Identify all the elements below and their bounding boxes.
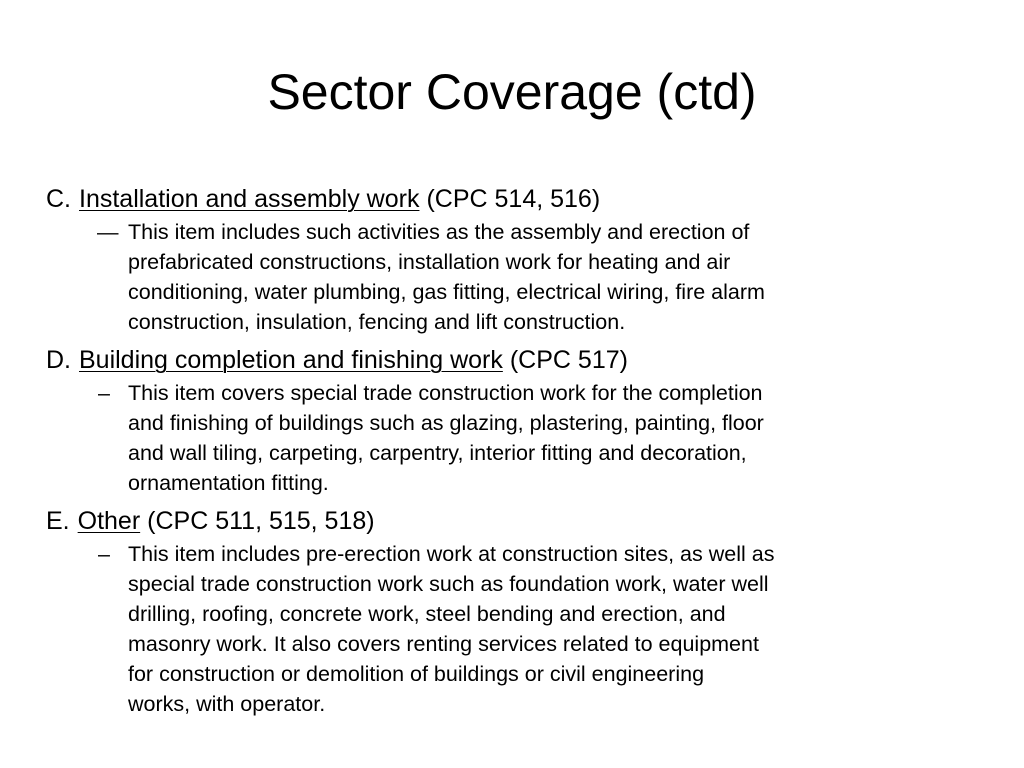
description-line: This item covers special trade construction work for the completion bbox=[128, 381, 763, 405]
list-item-d bbox=[46, 343, 1000, 498]
item-heading-row bbox=[46, 343, 1000, 378]
slide-title: Sector Coverage (ctd) bbox=[267, 64, 757, 120]
description-line: conditioning, water plumbing, gas fitting, electrical wiring, fire alarm bbox=[128, 280, 765, 304]
item-description bbox=[46, 378, 1000, 498]
description-line: ornamentation fitting. bbox=[128, 471, 329, 495]
bullet-dash: – bbox=[98, 381, 110, 405]
description-line: This item includes pre-erection work at construction sites, as well as bbox=[128, 542, 775, 566]
item-heading: Installation and assembly work bbox=[79, 185, 420, 213]
item-cpc-code: (CPC 517) bbox=[509, 346, 628, 374]
description-line: construction, insulation, fencing and lift construction. bbox=[128, 310, 626, 334]
description-line: for construction or demolition of buildings or civil engineering bbox=[128, 662, 705, 686]
item-cpc-code: (CPC 514, 516) bbox=[426, 185, 601, 213]
bullet-dash: – bbox=[98, 542, 110, 566]
description-line: and wall tiling, carpeting, carpentry, interior fitting and decoration, bbox=[128, 441, 747, 465]
list-item-e bbox=[46, 504, 1000, 719]
item-cpc-code: (CPC 511, 515, 518) bbox=[147, 507, 375, 535]
item-letter: C. bbox=[46, 185, 71, 213]
item-description bbox=[46, 539, 1000, 719]
description-line: and finishing of buildings such as glazing, plastering, painting, floor bbox=[128, 411, 764, 435]
item-description bbox=[46, 217, 1000, 337]
slide-body bbox=[46, 182, 1000, 725]
description-line: drilling, roofing, concrete work, steel bending and erection, and bbox=[128, 602, 726, 626]
item-letter: D. bbox=[46, 346, 71, 374]
description-line: This item includes such activities as the assembly and erection of bbox=[128, 220, 750, 244]
item-letter: E. bbox=[46, 507, 70, 535]
item-heading-row bbox=[46, 504, 1000, 539]
description-line: special trade construction work such as foundation work, water well bbox=[128, 572, 769, 596]
description-line: prefabricated constructions, installation work for heating and air bbox=[128, 250, 731, 274]
item-heading: Other bbox=[77, 507, 141, 535]
list-item-c bbox=[46, 182, 1000, 337]
bullet-dash: — bbox=[97, 220, 119, 244]
description-line: works, with operator. bbox=[128, 692, 326, 716]
description-line: masonry work. It also covers renting services related to equipment bbox=[128, 632, 759, 656]
item-heading-row bbox=[46, 182, 1000, 217]
item-heading: Building completion and finishing work bbox=[79, 346, 503, 374]
